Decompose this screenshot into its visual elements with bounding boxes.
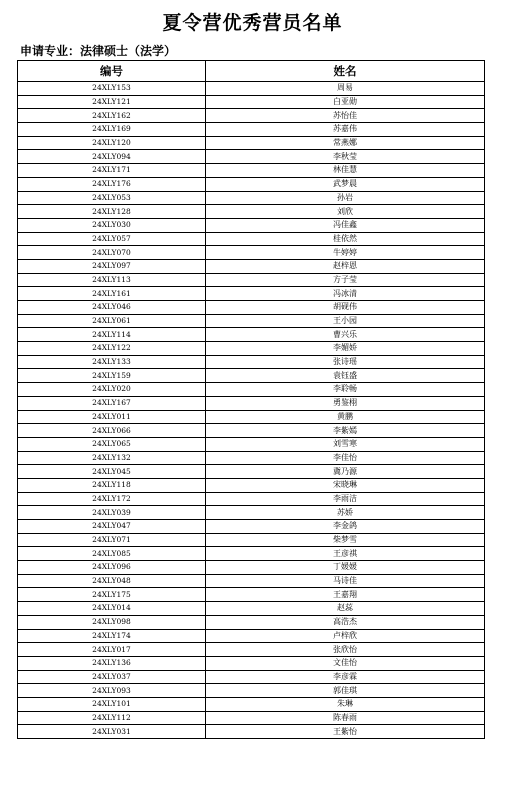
- table-row: [18, 123, 485, 137]
- applicant-name-cell: 文佳怡: [206, 656, 485, 670]
- applicant-name-cell: 冯冰清: [206, 287, 485, 301]
- table-row: [18, 342, 485, 356]
- applicant-id-cell: 24XLY161: [18, 287, 206, 301]
- applicant-id-cell: 24XLY066: [18, 424, 206, 438]
- applicant-name-cell: 黄鹏: [206, 410, 485, 424]
- table-row: [18, 369, 485, 383]
- applicant-id-cell: 24XLY174: [18, 629, 206, 643]
- applicant-name-cell: 白亚勋: [206, 95, 485, 109]
- applicant-name-cell: 陈春雨: [206, 711, 485, 725]
- table-row: [18, 561, 485, 575]
- table-row: [18, 465, 485, 479]
- applicant-name-cell: 牛婷婷: [206, 246, 485, 260]
- table-row: [18, 273, 485, 287]
- applicant-id-cell: 24XLY046: [18, 301, 206, 315]
- applicant-name-cell: 赵梓恩: [206, 259, 485, 273]
- table-row: [18, 150, 485, 164]
- applicant-id-cell: 24XLY167: [18, 396, 206, 410]
- table-row: [18, 656, 485, 670]
- applicant-name-cell: 王小园: [206, 314, 485, 328]
- table-row: [18, 520, 485, 534]
- applicant-id-cell: 24XLY020: [18, 383, 206, 397]
- applicant-id-cell: 24XLY122: [18, 342, 206, 356]
- roster-table-head: [18, 61, 485, 82]
- table-row: [18, 136, 485, 150]
- applicant-name-cell: 丁媛媛: [206, 561, 485, 575]
- table-row: [18, 232, 485, 246]
- header-row: [18, 61, 485, 82]
- applicant-name-cell: 赵蕊: [206, 602, 485, 616]
- applicant-id-cell: 24XLY070: [18, 246, 206, 260]
- applicant-name-cell: 王彦祺: [206, 547, 485, 561]
- header-cell-id: 编号: [18, 61, 206, 82]
- table-row: [18, 574, 485, 588]
- applicant-id-cell: 24XLY017: [18, 643, 206, 657]
- table-row: [18, 410, 485, 424]
- applicant-id-cell: 24XLY101: [18, 697, 206, 711]
- applicant-name-cell: 张欣怡: [206, 643, 485, 657]
- header-cell-name: 姓名: [206, 61, 485, 82]
- applicant-id-cell: 24XLY176: [18, 177, 206, 191]
- applicant-id-cell: 24XLY085: [18, 547, 206, 561]
- table-row: [18, 355, 485, 369]
- applicant-id-cell: 24XLY112: [18, 711, 206, 725]
- table-row: [18, 670, 485, 684]
- applicant-name-cell: 冯佳鑫: [206, 218, 485, 232]
- applicant-name-cell: 孙岩: [206, 191, 485, 205]
- table-row: [18, 451, 485, 465]
- applicant-id-cell: 24XLY097: [18, 259, 206, 273]
- applicant-name-cell: 刘雪寒: [206, 437, 485, 451]
- table-row: [18, 602, 485, 616]
- page-title: 夏令营优秀营员名单: [162, 12, 343, 34]
- applicant-name-cell: 卢梓欣: [206, 629, 485, 643]
- applicant-name-cell: 胡砚伟: [206, 301, 485, 315]
- applicant-id-cell: 24XLY071: [18, 533, 206, 547]
- table-row: [18, 82, 485, 96]
- applicant-name-cell: 桂依然: [206, 232, 485, 246]
- applicant-name-cell: 李佳怡: [206, 451, 485, 465]
- applicant-id-cell: 24XLY057: [18, 232, 206, 246]
- table-row: [18, 218, 485, 232]
- table-row: [18, 396, 485, 410]
- applicant-name-cell: 袁钰盛: [206, 369, 485, 383]
- table-row: [18, 588, 485, 602]
- applicant-name-cell: 勇鉴栩: [206, 396, 485, 410]
- applicant-name-cell: 常燕娜: [206, 136, 485, 150]
- table-row: [18, 437, 485, 451]
- table-row: [18, 629, 485, 643]
- applicant-id-cell: 24XLY153: [18, 82, 206, 96]
- table-row: [18, 246, 485, 260]
- table-row: [18, 711, 485, 725]
- applicant-name-cell: 马诗佳: [206, 574, 485, 588]
- applicant-name-cell: 王紫怡: [206, 725, 485, 739]
- applicant-id-cell: 24XLY047: [18, 520, 206, 534]
- table-row: [18, 697, 485, 711]
- applicant-id-cell: 24XLY133: [18, 355, 206, 369]
- table-row: [18, 177, 485, 191]
- applicant-id-cell: 24XLY113: [18, 273, 206, 287]
- applicant-id-cell: 24XLY121: [18, 95, 206, 109]
- applicant-id-cell: 24XLY169: [18, 123, 206, 137]
- applicant-id-cell: 24XLY132: [18, 451, 206, 465]
- applicant-name-cell: 苏怡佳: [206, 109, 485, 123]
- applicant-id-cell: 24XLY065: [18, 437, 206, 451]
- applicant-id-cell: 24XLY098: [18, 615, 206, 629]
- applicant-name-cell: 刘欣: [206, 205, 485, 219]
- applicant-name-cell: 林佳慧: [206, 164, 485, 178]
- applicant-id-cell: 24XLY048: [18, 574, 206, 588]
- applicant-id-cell: 24XLY172: [18, 492, 206, 506]
- applicant-name-cell: 李彦霖: [206, 670, 485, 684]
- applicant-name-cell: 李秋莹: [206, 150, 485, 164]
- applicant-name-cell: 李媚娇: [206, 342, 485, 356]
- applicant-name-cell: 周易: [206, 82, 485, 96]
- applicant-name-cell: 苏娇: [206, 506, 485, 520]
- applicant-name-cell: 曹兴乐: [206, 328, 485, 342]
- table-row: [18, 95, 485, 109]
- applicant-name-cell: 武梦晨: [206, 177, 485, 191]
- table-row: [18, 109, 485, 123]
- applicant-id-cell: 24XLY162: [18, 109, 206, 123]
- roster-table-body: [18, 82, 485, 739]
- table-row: [18, 164, 485, 178]
- table-row: [18, 478, 485, 492]
- applicant-id-cell: 24XLY031: [18, 725, 206, 739]
- applicant-name-cell: 王嘉翔: [206, 588, 485, 602]
- table-row: [18, 301, 485, 315]
- applicant-id-cell: 24XLY053: [18, 191, 206, 205]
- table-row: [18, 314, 485, 328]
- roster-table: [17, 60, 485, 739]
- applicant-name-cell: 李雨洁: [206, 492, 485, 506]
- applicant-name-cell: 张诗瑶: [206, 355, 485, 369]
- applicant-id-cell: 24XLY030: [18, 218, 206, 232]
- table-row: [18, 328, 485, 342]
- applicant-id-cell: 24XLY136: [18, 656, 206, 670]
- table-row: [18, 643, 485, 657]
- applicant-id-cell: 24XLY175: [18, 588, 206, 602]
- applicant-id-cell: 24XLY011: [18, 410, 206, 424]
- applicant-id-cell: 24XLY094: [18, 150, 206, 164]
- table-row: [18, 287, 485, 301]
- applicant-id-cell: 24XLY159: [18, 369, 206, 383]
- applicant-name-cell: 李聆畅: [206, 383, 485, 397]
- applicant-id-cell: 24XLY037: [18, 670, 206, 684]
- applicant-name-cell: 高浩杰: [206, 615, 485, 629]
- applicant-name-cell: 方子莹: [206, 273, 485, 287]
- table-row: [18, 725, 485, 739]
- applicant-name-cell: 宋晓琳: [206, 478, 485, 492]
- applicant-id-cell: 24XLY118: [18, 478, 206, 492]
- applicant-id-cell: 24XLY014: [18, 602, 206, 616]
- applicant-id-cell: 24XLY093: [18, 684, 206, 698]
- applicant-name-cell: 郭佳琪: [206, 684, 485, 698]
- applicant-id-cell: 24XLY114: [18, 328, 206, 342]
- major-label: 申请专业：法律硕士（法学）: [20, 44, 177, 58]
- table-row: [18, 259, 485, 273]
- applicant-id-cell: 24XLY045: [18, 465, 206, 479]
- table-row: [18, 205, 485, 219]
- applicant-name-cell: 冀乃源: [206, 465, 485, 479]
- table-row: [18, 191, 485, 205]
- table-row: [18, 383, 485, 397]
- table-row: [18, 547, 485, 561]
- applicant-id-cell: 24XLY171: [18, 164, 206, 178]
- applicant-name-cell: 苏嘉伟: [206, 123, 485, 137]
- table-row: [18, 533, 485, 547]
- applicant-name-cell: 柴梦雪: [206, 533, 485, 547]
- applicant-name-cell: 李金鸽: [206, 520, 485, 534]
- applicant-id-cell: 24XLY128: [18, 205, 206, 219]
- applicant-id-cell: 24XLY039: [18, 506, 206, 520]
- applicant-id-cell: 24XLY096: [18, 561, 206, 575]
- table-row: [18, 506, 485, 520]
- table-row: [18, 424, 485, 438]
- table-row: [18, 615, 485, 629]
- applicant-id-cell: 24XLY061: [18, 314, 206, 328]
- applicant-name-cell: 李紫嫣: [206, 424, 485, 438]
- table-row: [18, 492, 485, 506]
- applicant-id-cell: 24XLY120: [18, 136, 206, 150]
- applicant-name-cell: 朱琳: [206, 697, 485, 711]
- table-row: [18, 684, 485, 698]
